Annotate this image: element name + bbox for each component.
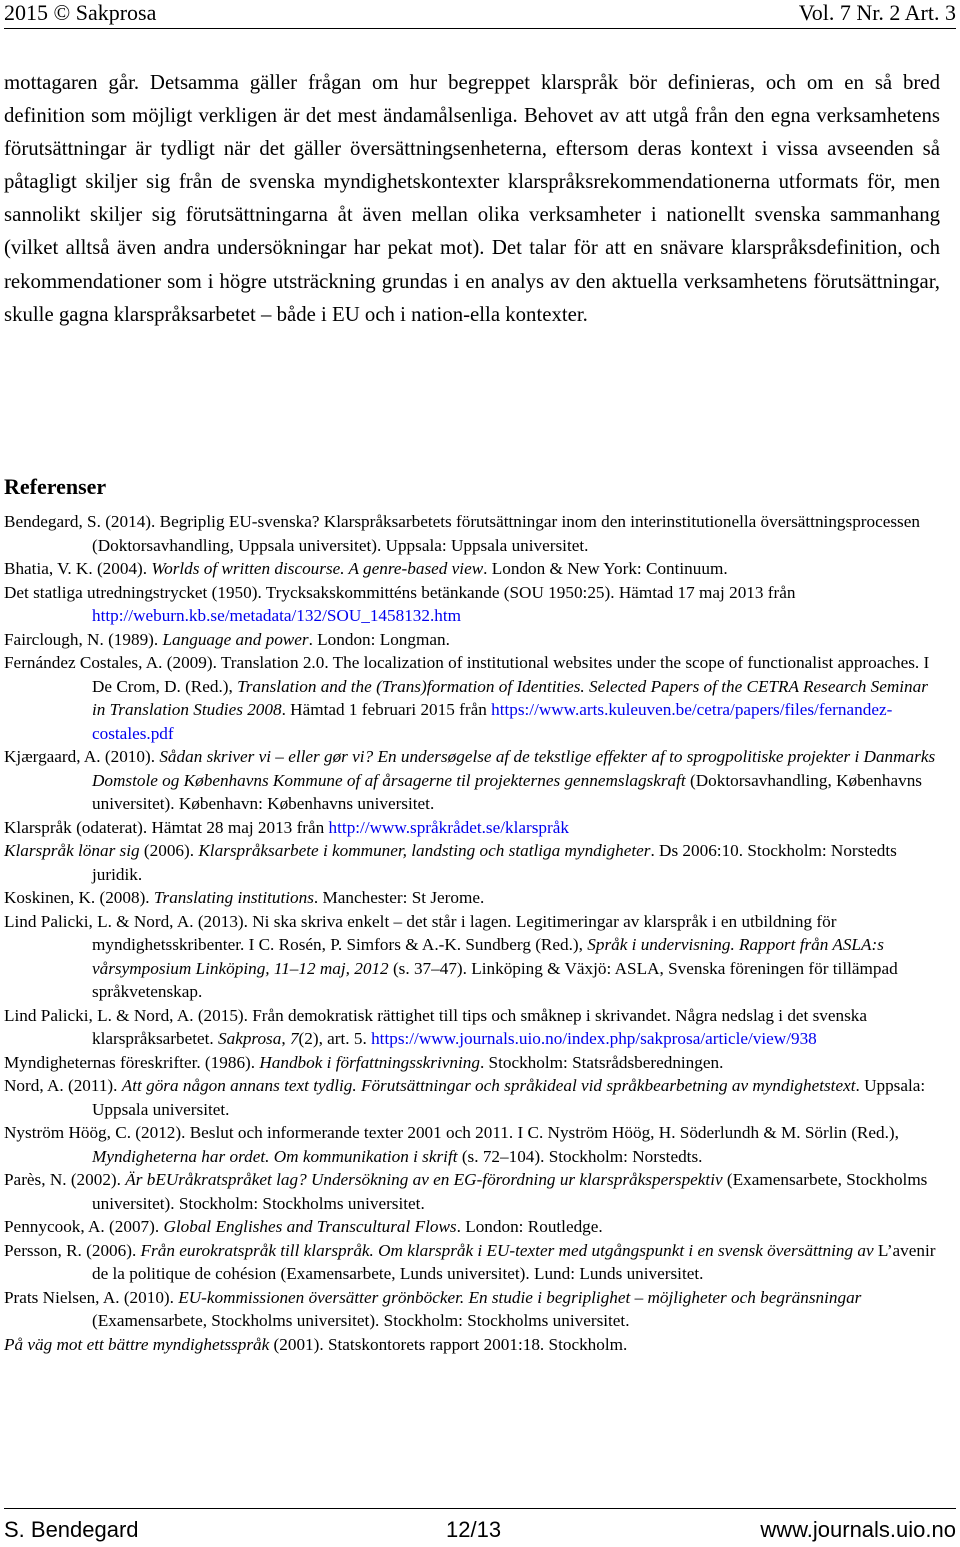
reference-item: [4, 886, 938, 910]
page-footer: [4, 1517, 956, 1545]
reference-title: Translating institutions: [153, 888, 314, 907]
reference-title: 7: [289, 1029, 299, 1048]
reference-title: Myndigheterna har ordet. Om kommunikation i skrift: [92, 1146, 458, 1166]
reference-text: Persson, R. (2006).: [4, 1240, 141, 1260]
reference-title: Från eurokratspråk till klarspråk. Om klarspråk i EU-texter med utgångspunkt i en svensk översättning av: [140, 1240, 874, 1260]
reference-text: Fairclough, N. (1989).: [4, 629, 163, 649]
reference-text: Koskinen, K. (2008).: [4, 888, 154, 907]
reference-title: Handbok i författningsskrivning: [259, 1052, 480, 1072]
reference-link[interactable]: https://www.arts.kuleuven.be/cetra/papers/files/fernandez-costales.pdf: [92, 700, 893, 743]
reference-text: Pennycook, A. (2007).: [4, 1217, 164, 1236]
reference-text: . Stockholm: Statsrådsberedningen.: [479, 1052, 724, 1072]
volume-info: Vol. 7 Nr. 2 Art. 3: [798, 0, 956, 25]
reference-text: L’avenir de la politique de cohésion (Examensarbete, Lunds universitet). Lund: Lunds universitet.: [92, 1240, 936, 1283]
reference-text: Bendegard, S. (2014). Begriplig EU-svenska? Klarspråksarbetets förutsättningar inom den interinstitutionella översättningsprocessen (Doktorsavhandling, Uppsala universitet). Uppsala: Uppsala universitet.: [4, 512, 920, 555]
reference-item: [4, 581, 938, 628]
reference-title: Språk i undervisning. Rapport från ASLA:s vårsymposium Linköping, 11–12 maj, 2012: [92, 935, 884, 978]
reference-text: (2001). Statskontorets rapport 2001:18. Stockholm.: [269, 1334, 628, 1354]
reference-item: [4, 651, 938, 745]
reference-item: [4, 816, 938, 840]
footer-divider: [4, 1508, 956, 1509]
reference-text: Det statliga utredningstrycket (1950). Trycksakskommitténs betänkande (SOU 1950:25). Hämtad 17 maj 2013 från: [4, 582, 796, 602]
reference-text: Prats Nielsen, A. (2010).: [4, 1287, 179, 1307]
reference-item: [4, 1074, 938, 1121]
reference-list: [4, 510, 938, 1356]
reference-text: (s. 72–104). Stockholm: Norstedts.: [457, 1146, 703, 1166]
reference-item: [4, 1121, 938, 1168]
body-paragraph: mottagaren går. Detsamma gäller frågan om hur begreppet klarspråk bör definieras, och om en så bred definition som möjligt verkligen är det mest ändamålsenliga. Behovet av att utgå från den egna verksamhetens förutsättningar är tydligt när det gäller översättningsenheterna, eftersom deras kontext i vissa avseenden så påtagligt skiljer sig från de svenska myndighetskontexter klarspråksrekommendationerna utformats för, men sannolikt skiljer sig förutsättningarna åt även mellan olika verksamheter i nationellt svenska sammanhang (vilket alltså även andra undersökningar har pekat mot). Det talar för att en snävare klarspråksdefinition, och rekommendationer som i högre utsträckning grundas i en analys av den aktuella verksamhetens förutsättningar, skulle gagna klarspråksarbetet – både i EU och i nation-ella kontexter.: [4, 71, 940, 326]
reference-item: [4, 839, 938, 886]
reference-item: [4, 1239, 938, 1286]
journal-copyright: 2015 © Sakprosa: [4, 0, 157, 25]
reference-text: Fernández Costales, A. (2009). Translation 2.0. The localization of institutional websites under the scope of functionalist approaches. I De Crom, D. (Red.),: [4, 653, 930, 696]
reference-text: (Doktorsavhandling, Københavns universitet). København: Københavns universitet.: [92, 770, 922, 813]
reference-text: (s. 37–47). Linköping & Växjö: ASLA, Svenska föreningen för tillämpad språkvetenskap.: [92, 958, 898, 1001]
reference-text: . Manchester: St Jerome.: [313, 888, 485, 907]
reference-text: Lind Palicki, L. & Nord, A. (2015). Från demokratisk rättighet till tips och småknep i skrivandet. Några nedslag i det svenska klarspråksarbetet.: [4, 1005, 868, 1048]
reference-text: . London & New York: Continuum.: [483, 559, 728, 578]
header-divider: [4, 28, 956, 29]
reference-text: Bhatia, V. K. (2004).: [4, 559, 152, 578]
references-heading: Referenser: [4, 474, 107, 499]
footer-site: www.journals.uio.no: [760, 1517, 956, 1542]
reference-text: (2006).: [139, 841, 199, 860]
reference-item: [4, 910, 938, 1004]
footer-author: S. Bendegard: [4, 1517, 139, 1542]
reference-text: . London: Longman.: [308, 629, 450, 649]
reference-title: På väg mot ett bättre myndighetsspråk: [4, 1334, 270, 1354]
reference-title: Global Englishes and Transcultural Flows: [163, 1217, 457, 1236]
reference-title: Klarspråk lönar sig: [4, 841, 140, 860]
reference-text: ,: [281, 1029, 290, 1048]
reference-item: [4, 1051, 938, 1075]
reference-text: (2), art. 5.: [298, 1029, 372, 1048]
reference-title: Worlds of written discourse. A genre-based view: [151, 559, 484, 578]
reference-link[interactable]: http://weburn.kb.se/metadata/132/SOU_1458132.htm: [92, 606, 462, 625]
page-number: 12/13: [446, 1517, 502, 1542]
reference-text: . Uppsala: Uppsala universitet.: [92, 1076, 926, 1119]
reference-title: Är bEUråkratspråket lag? Undersökning av en EG-förordning ur klarspråksperspektiv: [125, 1170, 723, 1189]
reference-title: Sakprosa: [218, 1029, 282, 1048]
reference-title: EU-kommissionen översätter grönböcker. En studie i begriplighet – möjligheter och begränsningar: [178, 1287, 862, 1307]
reference-item: [4, 745, 938, 816]
reference-link[interactable]: http://www.språkrådet.se/klarspråk: [328, 817, 569, 837]
reference-text: Kjærgaard, A. (2010).: [4, 747, 160, 766]
reference-link[interactable]: https://www.journals.uio.no/index.php/sakprosa/article/view/938: [371, 1029, 817, 1048]
reference-item: [4, 1004, 938, 1051]
reference-item: [4, 628, 938, 652]
reference-title: Sådan skriver vi – eller gør vi? En undersøgelse af de tekstlige effekter af to sprogpolitiske projekter i Danmarks Domstole og Københavns Kommune of af årsagerne til projekternes gennemslagskraft: [92, 747, 936, 790]
reference-item: [4, 557, 938, 581]
reference-title: Klarspråksarbete i kommuner, landsting och statliga myndigheter: [198, 841, 651, 860]
reference-title: Att göra någon annans text tydlig. Förutsättningar och språkideal vid språkbearbetning av myndighetstext: [121, 1076, 856, 1095]
reference-text: . Hämtad 1 februari 2015 från: [281, 700, 492, 719]
reference-item: [4, 510, 938, 557]
reference-item: [4, 1286, 938, 1333]
reference-text: Parès, N. (2002).: [4, 1170, 126, 1189]
reference-item: [4, 1168, 938, 1215]
reference-text: . Ds 2006:10. Stockholm: Norstedts juridik.: [92, 841, 897, 884]
reference-text: Nord, A. (2011).: [4, 1076, 122, 1095]
reference-text: . London: Routledge.: [456, 1217, 603, 1236]
reference-text: Klarspråk (odaterat). Hämtat 28 maj 2013 från: [4, 817, 329, 837]
reference-item: [4, 1215, 938, 1239]
reference-item: [4, 1333, 938, 1357]
reference-text: Lind Palicki, L. & Nord, A. (2013). Ni ska skriva enkelt – det står i lagen. Legitimeringar av klarspråk i en utbildning för myndighetsskribenter. I C. Rosén, P. Simfors & A.-K. Sundberg (Red.),: [4, 911, 837, 954]
reference-text: (Examensarbete, Stockholms universitet). Stockholm: Stockholms universitet.: [92, 1170, 928, 1213]
reference-title: Language and power: [162, 629, 309, 649]
reference-text: Nyström Höög, C. (2012). Beslut och informerande texter 2001 och 2011. I C. Nyström Höög, H. Söderlundh & M. Sörlin (Red.),: [4, 1123, 899, 1142]
page-header: [4, 0, 956, 28]
reference-title: Translation and the (Trans)formation of Identities. Selected Papers of the CETRA Research Seminar in Translation Studies 2008: [92, 676, 928, 719]
reference-text: Myndigheternas föreskrifter. (1986).: [4, 1052, 260, 1072]
reference-text: (Examensarbete, Stockholms universitet). Stockholm: Stockholms universitet.: [92, 1311, 630, 1330]
